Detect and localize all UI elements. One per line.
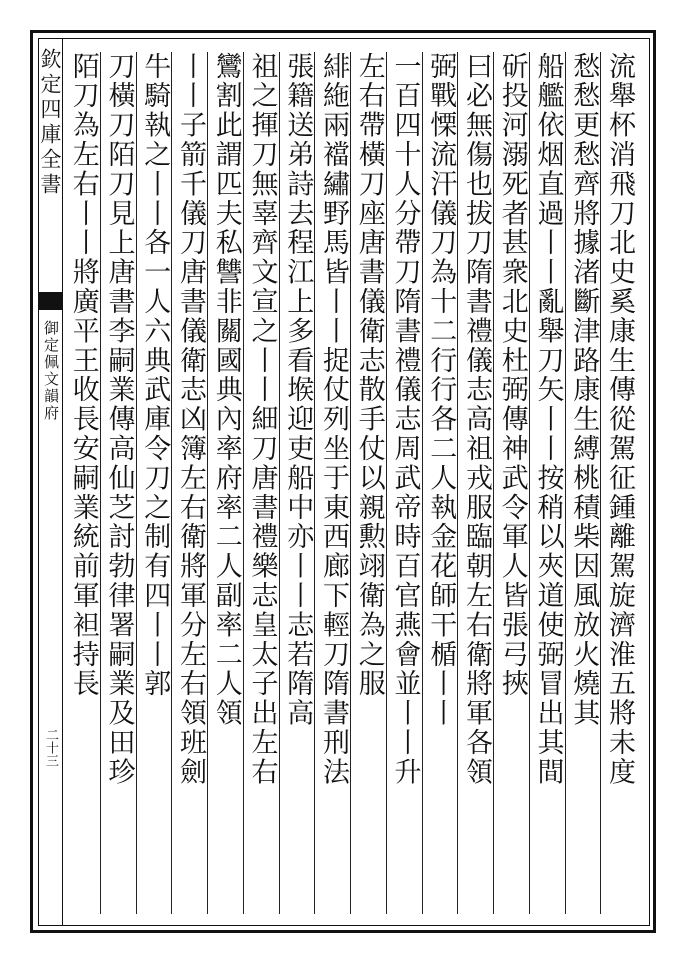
text-column-8: 左右帶橫刀座唐書儀衛志散手仗以親勲翊衛為之服 (350, 52, 386, 914)
text-column-1: 流舉杯消飛刀北史奚康生傳從駕征鍾離駕旋濟淮五將未度 (600, 52, 636, 914)
text-column-14: 牛騎執之丨丨各一人六典武庫令刀之制有四丨丨郭 (136, 52, 172, 914)
text-column-9: 緋絁兩襠繡野馬皆丨丨捉仗列坐于東西廊下輕刀隋書刑法 (314, 52, 350, 914)
text-column-4: 斫投河溺死者甚衆北史杜弼傳神武令軍人皆張弓挾 (493, 52, 529, 914)
margin-page-number: 二十三 (43, 728, 58, 767)
fish-tail-mark (38, 292, 62, 310)
text-column-3: 船艦依烟直過丨丨亂舉刀矢丨丨按稍以夾道使弼冒出其間 (529, 52, 565, 914)
margin-book-title: 欽定四庫全書 (38, 48, 62, 198)
text-column-12: 鸞割此謂匹夫私讐非關國典內率府率二人副率二人領 (207, 52, 243, 914)
margin-section-title: 御定佩文韻府 (42, 320, 60, 422)
text-column-11: 祖之揮刀無辜齊文宣之丨丨細刀唐書禮樂志皇太子出左右 (243, 52, 279, 914)
text-columns (64, 52, 636, 914)
text-column-16: 陌刀為左右丨丨將廣平王收長安嗣業統前軍袒持長 (67, 52, 99, 699)
text-column-7: 一百四十人分帶刀隋書禮儀志周武帝時百官燕會並丨丨升 (386, 52, 422, 914)
margin-divider (62, 38, 63, 926)
text-column-13: 丨丨子箭千儀刀唐書儀衛志凶簿左右衛將軍分左右領班劍 (171, 52, 207, 914)
text-column-5: 曰必無傷也拔刀隋書禮儀志高祖戎服臨朝左右衛將軍各領 (457, 52, 493, 914)
text-column-6: 弼戰慄流汗儀刀為十二行行各二人執金花師干楯丨丨 (422, 52, 458, 914)
text-column-15: 刀橫刀陌刀見上唐書李嗣業傳高仙芝討勃律署嗣業及田珍 (100, 52, 136, 914)
text-column-10: 張籍送弟詩去程江上多看堠迎吏船中亦丨丨志若隋高 (279, 52, 315, 914)
text-column-2: 愁愁更愁齊將據渚斷津路康生縛桃積柴因風放火燒其 (565, 52, 601, 914)
